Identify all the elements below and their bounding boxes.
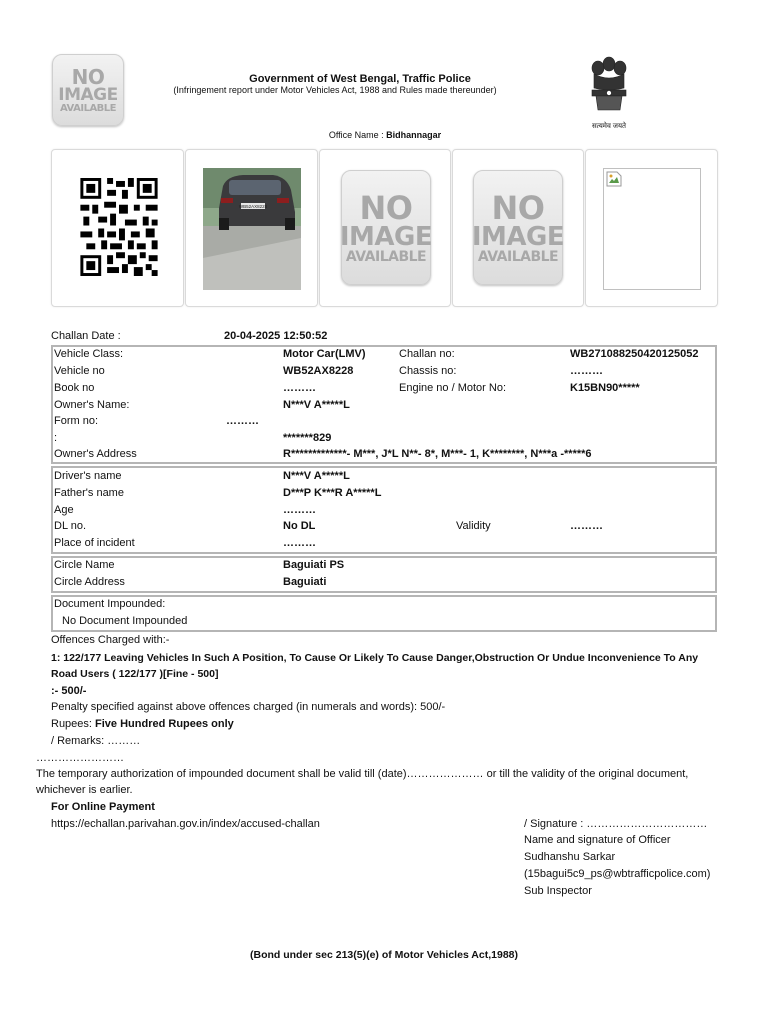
noimg-text-available: AVAILABLE bbox=[477, 248, 559, 265]
officer-email: (15bagui5c9_ps@wbtrafficpolice.com) bbox=[524, 868, 711, 880]
circle-details-box bbox=[51, 556, 717, 593]
officer-rank: Sub Inspector bbox=[524, 885, 592, 897]
noimg-text-available: AVAILABLE bbox=[345, 248, 427, 265]
validity-label: Validity bbox=[456, 520, 491, 532]
office-value: Bidhannagar bbox=[386, 130, 442, 140]
vehicle-no-label: Vehicle no bbox=[54, 365, 105, 377]
validity-note-line-2: whichever is earlier. bbox=[36, 784, 133, 796]
bond-footer: (Bond under sec 213(5)(e) of Motor Vehicles Act,1988) bbox=[249, 949, 518, 961]
dots-line: …………………… bbox=[36, 752, 124, 764]
place-of-incident-value: ……… bbox=[283, 537, 316, 549]
colon-label: : bbox=[54, 432, 58, 444]
dl-no-label: DL no. bbox=[54, 520, 87, 532]
officer-name: Sudhanshu Sarkar bbox=[524, 851, 616, 863]
document-impounded-label: Document Impounded: bbox=[54, 598, 166, 610]
driver-name-label: Driver's name bbox=[54, 470, 122, 482]
owner-name-value: N***V A*****L bbox=[283, 399, 350, 411]
department-logo-placeholder bbox=[52, 54, 124, 126]
rupees-label: Rupees: bbox=[51, 718, 96, 730]
logo-text-no: NO bbox=[71, 64, 105, 89]
driver-details-box bbox=[51, 466, 717, 554]
circle-name-value: Baguiati PS bbox=[283, 559, 345, 571]
offence-line-1: 1: 122/177 Leaving Vehicles In Such A Position, To Cause Or Likely To Cause Danger,Obstruction Or Undue Inconvenience To Any bbox=[51, 652, 699, 664]
header-subtitle: (Infringement report under Motor Vehicles Act, 1988 and Rules made thereunder) bbox=[173, 85, 497, 95]
online-payment-heading: For Online Payment bbox=[51, 801, 155, 813]
logo-text-available: AVAILABLE bbox=[59, 102, 117, 114]
owner-name-label: Owner's Name: bbox=[54, 399, 130, 411]
chassis-no-value: ……… bbox=[570, 365, 603, 377]
no-image-placeholder-2 bbox=[341, 170, 431, 285]
office-name bbox=[250, 130, 520, 140]
officer-signature: / Signature : …………………………… bbox=[524, 818, 708, 830]
online-payment-url[interactable]: https://echallan.parivahan.gov.in/index/accused-challan bbox=[51, 818, 320, 830]
penalty-text: Penalty specified against above offences charged (in numerals and words): 500/- bbox=[51, 701, 446, 713]
challan-no-label: Challan no: bbox=[399, 348, 455, 360]
offence-fine: :- 500/- bbox=[51, 685, 87, 697]
offences-heading: Offences Charged with:- bbox=[51, 634, 170, 646]
challan-date-value: 20-04-2025 12:50:52 bbox=[224, 330, 328, 342]
validity-value: ……… bbox=[570, 520, 603, 532]
challan-date-label: Challan Date : bbox=[51, 330, 121, 342]
evidence-photo-2-card bbox=[319, 149, 451, 307]
no-image-placeholder-3 bbox=[473, 170, 563, 285]
father-name-label: Father's name bbox=[54, 487, 124, 499]
owner-address-label: Owner's Address bbox=[54, 448, 137, 460]
offence-line-2: Road Users ( 122/177 )[Fine - 500] bbox=[51, 668, 219, 680]
noimg-text-no: NO bbox=[491, 188, 545, 227]
emblem-caption: सत्यमेव जयते bbox=[591, 123, 627, 130]
form-no-label: Form no: bbox=[54, 415, 99, 427]
engine-no-label: Engine no / Motor No: bbox=[399, 382, 507, 394]
owner-address-value: R*************- M***, J*L N**- 8*, M***- 1, K********, N***a -*****6 bbox=[283, 448, 592, 460]
qr-code-icon bbox=[80, 178, 158, 276]
engine-no-value: K15BN90***** bbox=[570, 382, 640, 394]
logo-text-image: IMAGE bbox=[58, 84, 118, 105]
vehicle-class-label: Vehicle Class: bbox=[54, 348, 124, 360]
challan-no-value: WB271088250420125052 bbox=[570, 348, 699, 360]
rupees-value: Five Hundred Rupees only bbox=[95, 718, 234, 730]
book-no-value: ……… bbox=[283, 382, 316, 394]
national-emblem-icon bbox=[584, 52, 634, 122]
rupees-line bbox=[51, 718, 234, 730]
owner-phone-value: *******829 bbox=[283, 432, 332, 444]
vehicle-details-box bbox=[51, 345, 717, 464]
document-impounded-value: No Document Impounded bbox=[62, 615, 188, 627]
circle-name-label: Circle Name bbox=[54, 559, 115, 571]
dl-no-value: No DL bbox=[283, 520, 316, 532]
remarks-line bbox=[51, 735, 140, 747]
remarks-label: / Remarks: bbox=[51, 735, 108, 747]
chassis-no-label: Chassis no: bbox=[399, 365, 457, 377]
officer-name-sign-label: Name and signature of Officer bbox=[524, 834, 671, 846]
evidence-photo-3-card bbox=[452, 149, 584, 307]
validity-note-line-1: The temporary authorization of impounded document shall be valid till (date)………………… or till the validity of the original document, bbox=[36, 768, 689, 780]
broken-image-frame bbox=[603, 168, 701, 290]
vehicle-no-value: WB52AX8228 bbox=[283, 365, 354, 377]
noimg-text-image: IMAGE bbox=[471, 221, 565, 252]
broken-image-icon bbox=[606, 171, 622, 187]
age-label: Age bbox=[54, 504, 74, 516]
header-title: Government of West Bengal, Traffic Police bbox=[249, 73, 471, 85]
noimg-text-no: NO bbox=[359, 188, 413, 227]
remarks-value: ……… bbox=[107, 735, 141, 747]
place-of-incident-label: Place of incident bbox=[54, 537, 135, 549]
form-no-value: ……… bbox=[226, 415, 259, 427]
father-name-value: D***P K***R A*****L bbox=[283, 487, 382, 499]
circle-address-value: Baguiati bbox=[283, 576, 327, 588]
office-label: Office Name : bbox=[328, 130, 387, 140]
driver-name-value: N***V A*****L bbox=[283, 470, 350, 482]
age-value: ……… bbox=[283, 504, 316, 516]
vehicle-photo bbox=[203, 168, 301, 290]
qr-code-card bbox=[51, 149, 184, 307]
circle-address-label: Circle Address bbox=[54, 576, 125, 588]
vehicle-class-value: Motor Car(LMV) bbox=[283, 348, 366, 360]
noimg-text-image: IMAGE bbox=[339, 221, 433, 252]
plate-text: WB52AX8228 bbox=[238, 204, 268, 209]
vehicle-photo-card bbox=[185, 149, 318, 307]
broken-image-card bbox=[585, 149, 718, 307]
book-no-label: Book no bbox=[54, 382, 95, 394]
